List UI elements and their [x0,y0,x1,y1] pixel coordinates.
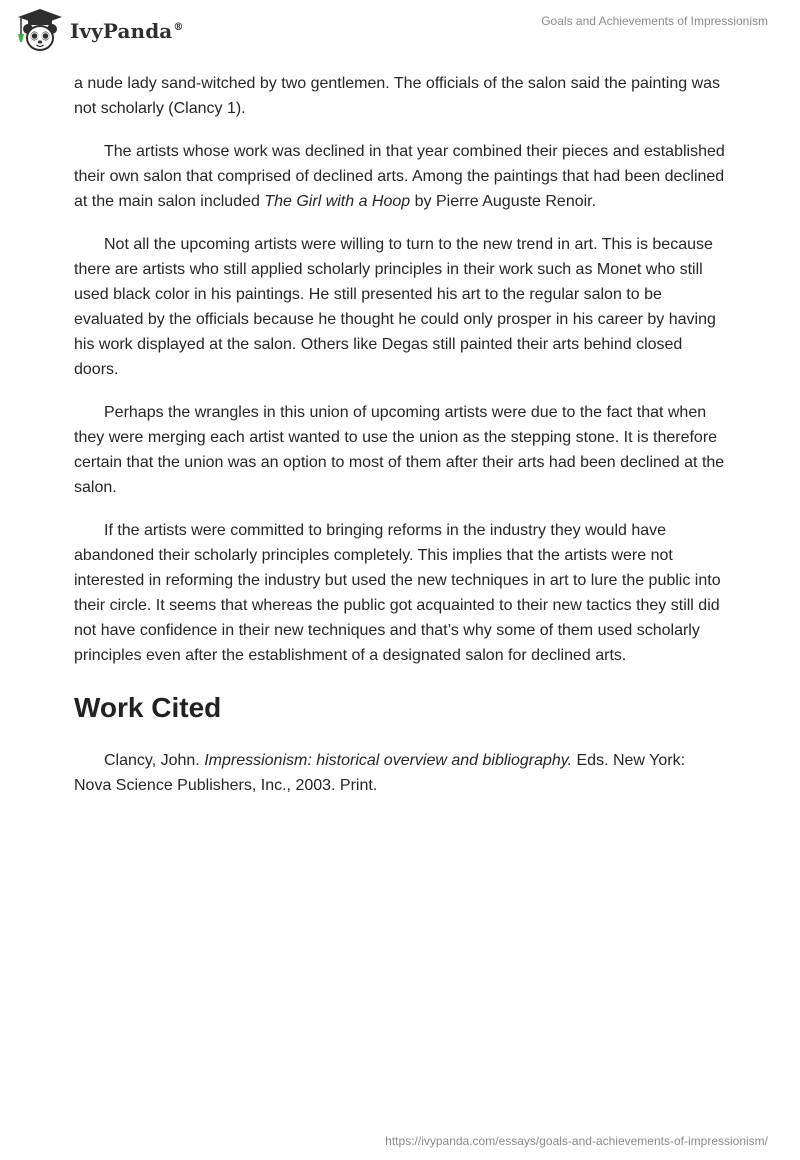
works-cited-heading: Work Cited [74,692,222,723]
paragraph-2 [74,139,726,214]
paragraph-3: Not all the upcoming artists were willing to turn to the new trend in art. This is because there are artists who still applied scholarly principles in their work such as Monet who still used black color in his paintings. He still presented his art to the regular salon to be evaluated by the officials because he thought he could only prosper in his career by having his work displayed at the salon. Others like Degas still painted their arts behind closed doors. [74,236,716,378]
brand-name [70,19,183,43]
artwork-title: The Girl with a Hoop [264,193,411,210]
citation-title: Impressionism: historical overview and bibliography. [204,752,573,769]
document-title: Goals and Achievements of Impressionism [541,14,768,28]
paragraph-4: Perhaps the wrangles in this union of upcoming artists were due to the fact that when they were merging each artist wanted to use the union as the stepping stone. It is therefore certain that the union was an option to most of them after their arts had been declined at the salon. [74,404,725,496]
citation-entry [74,748,726,798]
registered-mark: ® [173,22,184,34]
paragraph-1: a nude lady sand-witched by two gentlemen. The officials of the salon said the painting was not scholarly (Clancy 1). [74,75,721,117]
citation-publisher: Eds. New York: Nova Science Publishers, Inc., 2003. Print. [74,752,686,794]
source-url-link[interactable]: https://ivypanda.com/essays/goals-and-achievements-of-impressionism/ [385,1134,768,1148]
brand-logo[interactable] [14,8,183,52]
paragraph-5: If the artists were committed to bringing reforms in the industry they would have abandoned their scholarly principles completely. This implies that the artists were not interested in reforming the industry but used the new techniques in art to lure the public into their circle. It seems that whereas the public got acquainted to their new tactics they still did not have confidence in their new techniques and that’s why some of them used scholarly principles even after the establishment of a designated salon for declined arts. [74,522,721,664]
brand-name-text: IvyPanda [70,19,173,43]
citation-author: Clancy, John. [104,752,205,769]
panda-graduate-icon [14,8,66,52]
paragraph-2-text-end: by Pierre Auguste Renoir. [410,193,597,210]
paragraph-2-text-start: The artists whose work was declined in that year combined their pieces and established their own salon that comprised of declined arts. Among the paintings that had been declined at the main salon included [74,143,725,210]
essay-body [74,71,726,816]
